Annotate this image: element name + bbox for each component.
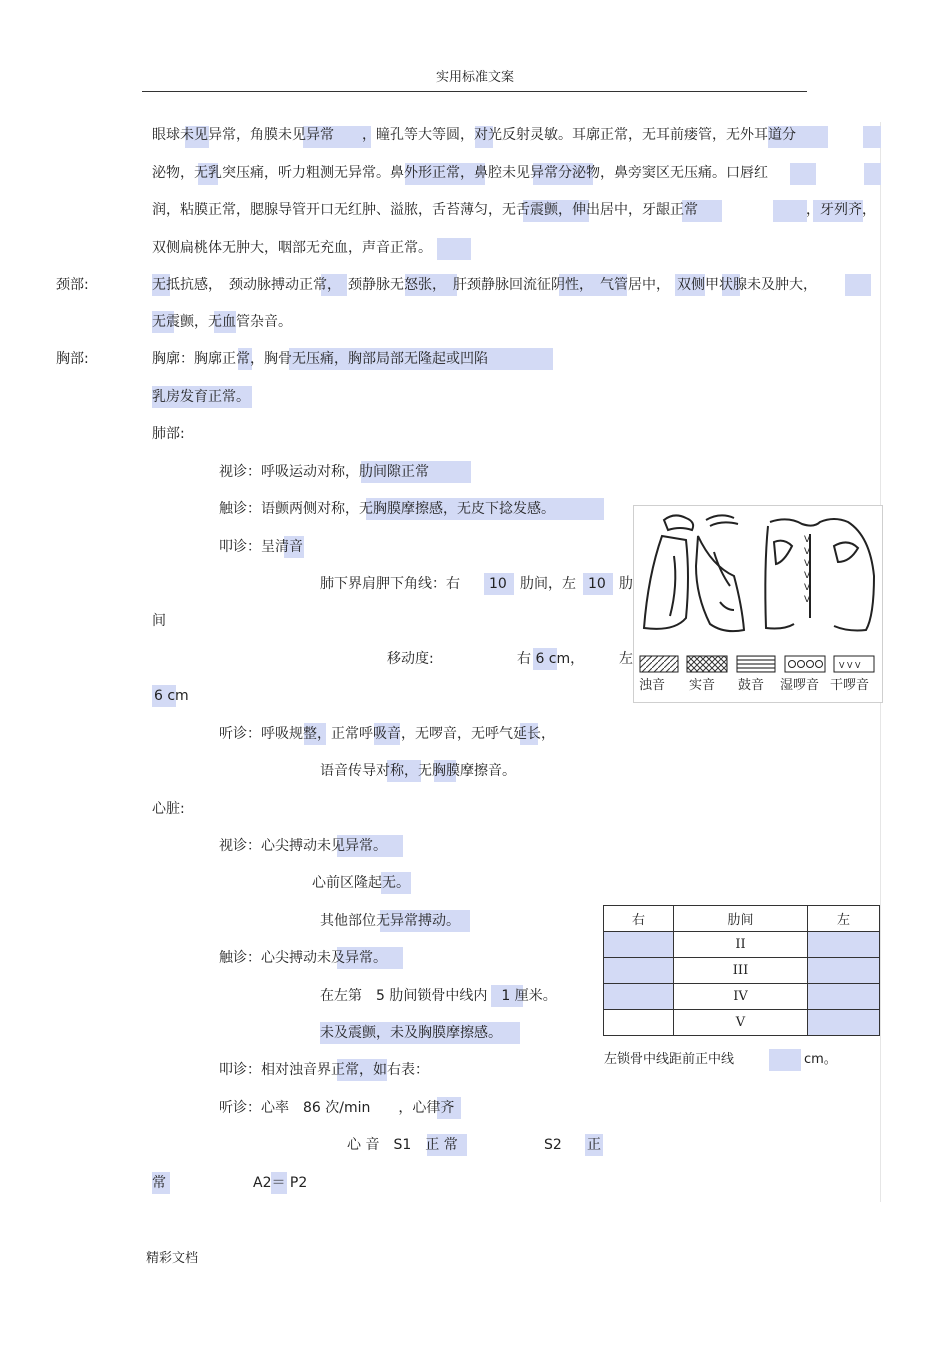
- svg-text:V: V: [804, 595, 811, 605]
- page-footer: 精彩文档: [146, 1251, 199, 1266]
- lung-auscultation: 听诊：呼吸规整，正常呼吸音，无啰音，无呼气延长，: [219, 726, 555, 742]
- table-row-label: II: [674, 932, 808, 958]
- breast-line: 乳房发育正常。: [152, 389, 250, 405]
- page-header: 实用标准文案: [435, 70, 514, 85]
- heart-heading: 心脏:: [152, 801, 185, 817]
- heart-auscultation: 听诊：心率 86 次/min ，心律齐: [219, 1100, 455, 1116]
- svg-text:V: V: [804, 571, 811, 581]
- heart-palpation: 触诊：心尖搏动未及异常。: [219, 950, 387, 966]
- clavicle-note: 左锁骨中线距前正中线: [604, 1052, 735, 1067]
- table-cell-right[interactable]: [604, 984, 674, 1010]
- table-cell-left[interactable]: [808, 1010, 880, 1036]
- svg-text:V: V: [804, 583, 811, 593]
- lung-diagram-svg: [634, 506, 882, 702]
- voice-conduction: 语音传导对称，无胸膜摩擦音。: [320, 763, 516, 779]
- other-pulsation: 其他部位无异常搏动。: [320, 913, 460, 929]
- legend-dull: 浊音: [639, 678, 666, 693]
- thrill-line: 未及震颤，未及胸膜摩擦感。: [320, 1025, 502, 1041]
- mobility-label: 移动度:: [387, 651, 434, 667]
- ear-nose-line: 泌物，无乳突压痛，听力粗测无异常。鼻外形正常，鼻腔未见异常分泌物，鼻旁窦区无压痛。口唇红: [152, 165, 768, 181]
- cardiac-dullness-table: [603, 905, 880, 1036]
- mobility-left-label: 左: [619, 651, 633, 667]
- lung-percussion-diagram: [633, 505, 883, 703]
- throat-line: 双侧扁桃体无肿大，咽部无充血，声音正常。: [152, 240, 432, 256]
- svg-text:V: V: [804, 535, 811, 545]
- table-header-right: 右: [604, 906, 674, 932]
- table-cell-right[interactable]: [604, 1010, 674, 1036]
- mobility-right: 右 6 cm，: [517, 651, 585, 667]
- mouth-line: 润，粘膜正常，腮腺导管开口无红肿、溢脓，舌苔薄匀，无舌震颤，伸出居中，牙龈正常: [152, 202, 698, 218]
- heart-sound-s2: S2: [544, 1137, 562, 1153]
- precordium: 心前区隆起无。: [312, 875, 410, 891]
- table-header-left: 左: [808, 906, 880, 932]
- legend-flat: 实音: [689, 678, 716, 693]
- header-rule: [142, 91, 807, 92]
- lung-border-label: 肺下界肩胛下角线：右: [320, 576, 460, 592]
- clavicle-unit: cm。: [804, 1052, 837, 1067]
- heart-sound-s2-a: 正: [587, 1137, 601, 1153]
- svg-text:V: V: [804, 547, 811, 557]
- a2-p2: A2＝ P2: [253, 1175, 308, 1191]
- heart-sound-s1: 心 音 S1 正 常: [347, 1137, 458, 1153]
- lung-border-right: 10: [489, 576, 507, 592]
- table-row-label: III: [674, 958, 808, 984]
- heart-sound-s2-b: 常: [152, 1175, 166, 1191]
- table-header-intercostal: 肋间: [674, 906, 808, 932]
- heart-inspection: 视诊：心尖搏动未见异常。: [219, 838, 387, 854]
- lung-percussion: 叩诊：呈清音: [219, 539, 303, 555]
- lung-border-end: 肋: [619, 576, 633, 592]
- heart-percussion: 叩诊：相对浊音界正常，如右表：: [219, 1062, 429, 1078]
- lung-border-left: 10: [588, 576, 606, 592]
- table-cell-right[interactable]: [604, 932, 674, 958]
- table-cell-right[interactable]: [604, 958, 674, 984]
- lung-palpation: 触诊：语颤两侧对称，无胸膜摩擦感，无皮下捻发感。: [219, 501, 555, 517]
- eye-ear-line: 眼球未见异常，角膜未见异常 ，瞳孔等大等圆，对光反射灵敏。耳廓正常，无耳前瘘管，无外耳道分: [152, 127, 796, 143]
- table-row-label: IV: [674, 984, 808, 1010]
- neck-label: 颈部:: [56, 277, 89, 293]
- neck-line-2: 无震颤，无血管杂音。: [152, 314, 292, 330]
- table-cell-left[interactable]: [808, 958, 880, 984]
- chest-label: 胸部:: [56, 351, 89, 367]
- table-row-label: V: [674, 1010, 808, 1036]
- teeth-text: ，牙列齐，: [806, 202, 876, 218]
- table-cell-left[interactable]: [808, 984, 880, 1010]
- legend-moist-rales: 湿啰音: [780, 678, 820, 693]
- lung-heading: 肺部:: [152, 426, 185, 442]
- lung-inspection: 视诊：呼吸运动对称，肋间隙正常: [219, 464, 429, 480]
- legend-dry-rales: 干啰音: [830, 678, 870, 693]
- svg-text:V: V: [804, 559, 811, 569]
- lung-border-mid: 肋间，左: [520, 576, 576, 592]
- apex-location: 在左第 5 肋间锁骨中线内 1 厘米。: [320, 988, 557, 1004]
- mobility-left-value: 6 cm: [154, 688, 189, 704]
- table-cell-left[interactable]: [808, 932, 880, 958]
- neck-line-1: 无抵抗感， 颈动脉搏动正常， 颈静脉无怒张， 肝颈静脉回流征阴性， 气管居中， 双侧甲状腺未及肿大，: [152, 277, 817, 293]
- svg-text:V V V: V V V: [839, 661, 861, 670]
- thorax-line: 胸廓：胸廓正常，胸骨无压痛，胸部局部无隆起或凹陷: [152, 351, 488, 367]
- legend-tympanic: 鼓音: [738, 678, 765, 693]
- lung-border-wrap: 间: [152, 613, 166, 629]
